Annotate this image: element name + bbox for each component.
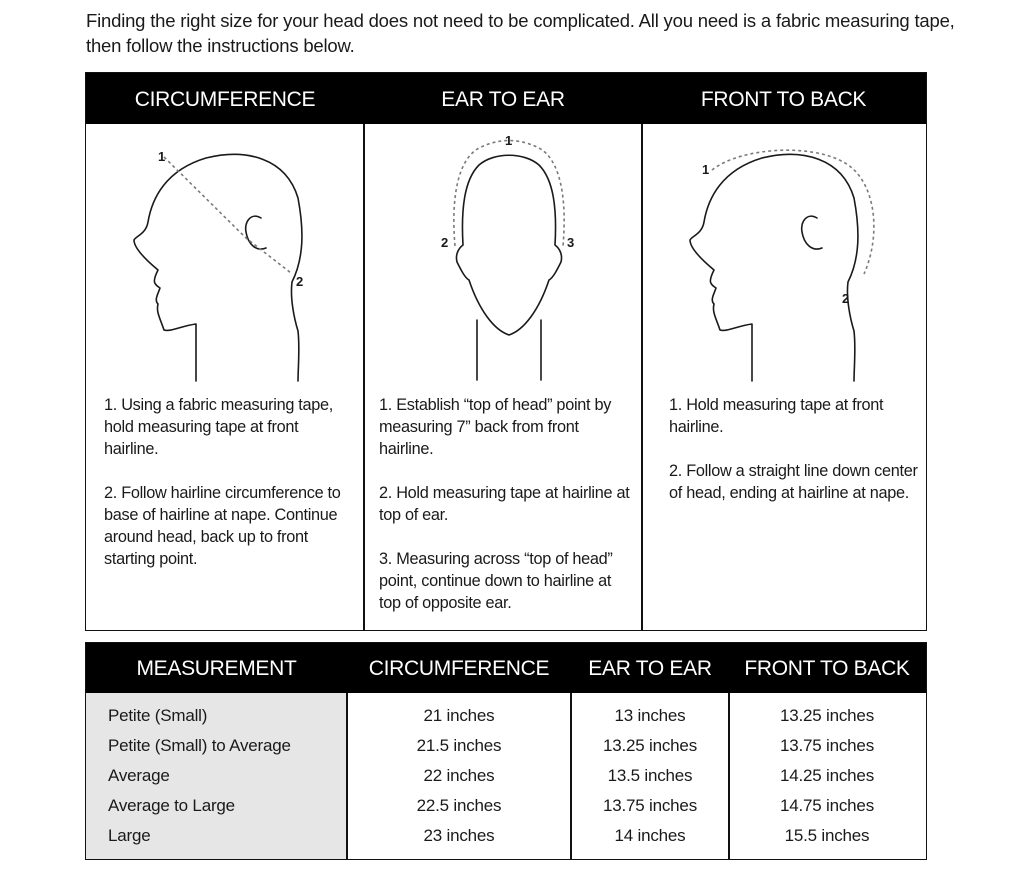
table-row-ear-to-ear: 13.5 inches [607, 766, 693, 785]
ear-to-ear-steps [379, 394, 634, 636]
guide-header-ear-to-ear: EAR TO EAR [441, 88, 565, 111]
table-row-size: Large [108, 826, 151, 845]
marker-2: 2 [842, 291, 850, 306]
table-row-front-to-back: 13.75 inches [779, 736, 874, 755]
ear-to-ear-column [364, 124, 641, 630]
size-table-header-row [86, 643, 926, 693]
step-text: 2. Follow a straight line down center of head, ending at hairline at nape. [669, 462, 918, 502]
marker-2: 2 [441, 235, 449, 250]
table-row-size: Average to Large [108, 796, 235, 815]
table-row-circumference: 22.5 inches [416, 796, 502, 815]
head-profile-front-to-back-icon [682, 148, 902, 388]
header-circumference: CIRCUMFERENCE [368, 657, 550, 680]
head-front-ear-to-ear-icon [409, 130, 609, 386]
table-row-front-to-back: 14.25 inches [779, 766, 874, 785]
header-front-to-back: FRONT TO BACK [744, 657, 910, 680]
front-to-back-steps [669, 394, 919, 526]
step-text: 2. Hold measuring tape at hairline at top of ear. [379, 484, 630, 524]
table-row-front-to-back: 13.25 inches [779, 706, 874, 725]
guide-header-row [86, 73, 926, 124]
table-row-ear-to-ear: 13.75 inches [602, 796, 697, 815]
circumference-steps [104, 394, 352, 592]
step-text: 3. Measuring across “top of head” point, continue down to hairline at top of opposite ear. [379, 550, 613, 612]
marker-2: 2 [296, 274, 304, 289]
guide-header-front-to-back: FRONT TO BACK [700, 88, 867, 111]
step-text: 1. Using a fabric measuring tape, hold measuring tape at front hairline. [104, 396, 334, 458]
circumference-column [86, 124, 363, 630]
table-row-circumference: 21.5 inches [416, 736, 502, 755]
table-row-circumference: 21 inches [423, 706, 495, 725]
table-row-ear-to-ear: 13.25 inches [602, 736, 697, 755]
table-row-front-to-back: 14.75 inches [779, 796, 874, 815]
step-text: 2. Follow hairline circumference to base of hairline at nape. Continue around head, back up to front starting point. [104, 484, 341, 568]
measuring-guide [85, 72, 927, 631]
marker-1: 1 [158, 149, 166, 164]
table-row-ear-to-ear: 13 inches [614, 706, 686, 725]
table-row-size: Petite (Small) to Average [108, 736, 291, 755]
size-table [85, 642, 927, 860]
table-row-size: Petite (Small) [108, 706, 208, 725]
step-text: 1. Hold measuring tape at front hairline. [669, 396, 884, 436]
head-profile-circumference-icon [126, 148, 326, 388]
marker-1: 1 [505, 133, 513, 148]
header-ear-to-ear: EAR TO EAR [588, 657, 712, 680]
header-measurement: MEASUREMENT [136, 657, 297, 680]
table-row-front-to-back: 15.5 inches [784, 826, 870, 845]
table-row-size: Average [108, 766, 170, 785]
table-row-circumference: 22 inches [423, 766, 495, 785]
intro-text: Finding the right size for your head does not need to be complicated. All you need is a fabric measuring tape, then follow the instructions below. [86, 10, 955, 56]
marker-3: 3 [567, 235, 575, 250]
front-to-back-column [642, 124, 925, 630]
marker-1: 1 [702, 162, 710, 177]
table-row-ear-to-ear: 14 inches [614, 826, 686, 845]
step-text: 1. Establish “top of head” point by measuring 7” back from front hairline. [379, 396, 612, 458]
guide-header-circumference: CIRCUMFERENCE [134, 88, 316, 111]
table-row-circumference: 23 inches [423, 826, 495, 845]
